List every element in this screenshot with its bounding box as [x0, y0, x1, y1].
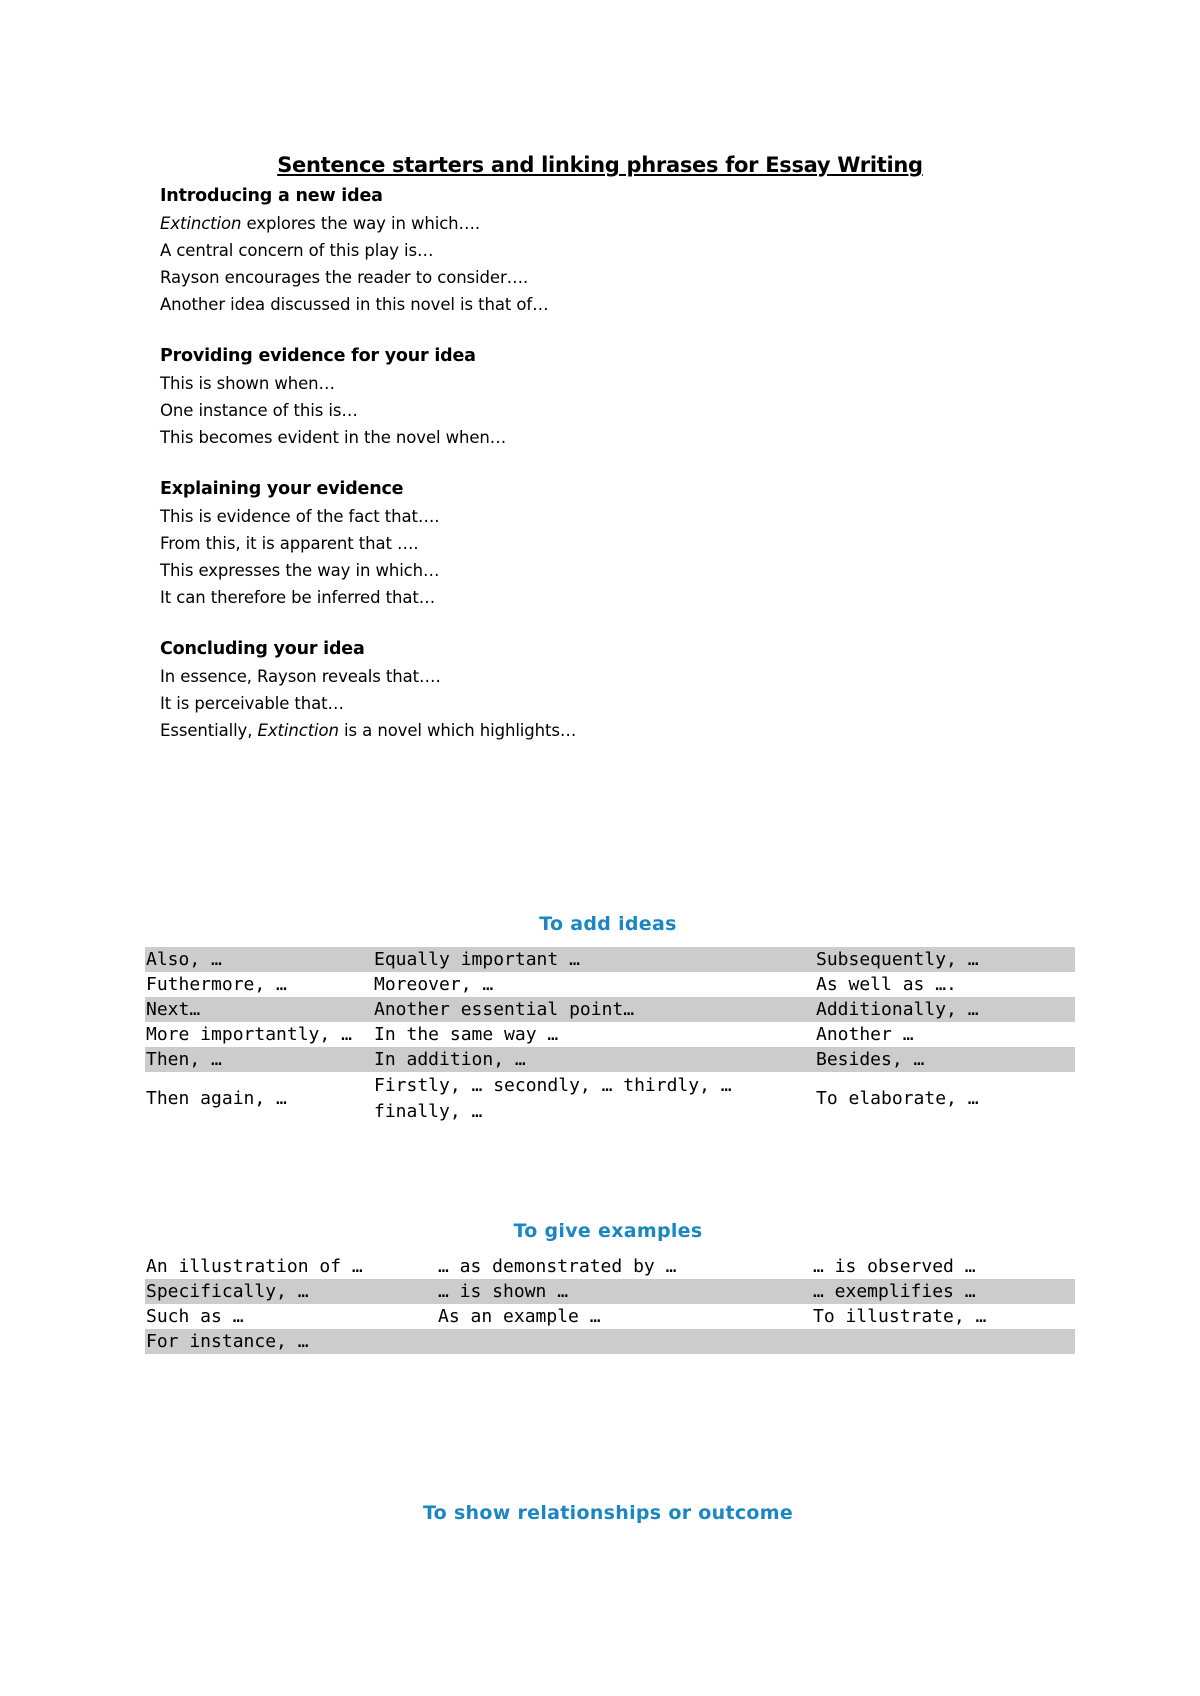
starter-line: This becomes evident in the novel when…: [160, 428, 507, 447]
table-cell: [437, 1329, 812, 1354]
table-cell: In the same way …: [374, 1024, 559, 1045]
table-cell: More importantly, …: [146, 1024, 352, 1045]
table-cell: Another essential point…: [373, 997, 815, 1022]
table-cell: Such as …: [146, 1306, 244, 1327]
table-cell: Subsequently, …: [815, 947, 1075, 972]
table-row: [145, 1047, 1075, 1072]
add-ideas-heading: To add ideas: [539, 913, 677, 935]
table-cell: As well as ….: [816, 974, 957, 995]
table-row: [145, 1329, 1075, 1354]
give-examples-table: [145, 1254, 1075, 1354]
table-cell: … exemplifies …: [812, 1279, 1075, 1304]
sentence-starter-sections: [160, 183, 980, 769]
table-cell: To illustrate, …: [813, 1306, 987, 1327]
relationships-heading: To show relationships or outcome: [422, 1502, 794, 1524]
table-cell: Futhermore, …: [146, 974, 287, 995]
section-concluding: [160, 636, 980, 744]
section-explaining-evidence: [160, 476, 980, 611]
table-cell: Also, …: [145, 947, 373, 972]
table-cell: Another …: [816, 1024, 914, 1045]
starter-line: Essentially, Extinction is a novel which highlights…: [160, 721, 577, 740]
table-cell: For instance, …: [145, 1329, 437, 1354]
table-row: [145, 1072, 1075, 1126]
table-cell: In addition, …: [373, 1047, 815, 1072]
table-row: [145, 972, 1075, 997]
table-cell: Besides, …: [815, 1047, 1075, 1072]
starter-line: A central concern of this play is…: [160, 241, 434, 260]
section-heading: Concluding your idea: [160, 639, 365, 659]
table-cell: An illustration of …: [146, 1256, 363, 1277]
starter-line: It can therefore be inferred that…: [160, 588, 436, 607]
starter-line: Rayson encourages the reader to consider….: [160, 268, 529, 287]
table-row: [145, 1279, 1075, 1304]
section-heading: Providing evidence for your idea: [160, 346, 476, 366]
table-row: [145, 947, 1075, 972]
table-cell: Specifically, …: [145, 1279, 437, 1304]
section-heading: Introducing a new idea: [160, 186, 383, 206]
starter-line: From this, it is apparent that ….: [160, 534, 419, 553]
table-cell: As an example …: [438, 1306, 601, 1327]
table-cell: Then again, …: [146, 1088, 287, 1109]
table-cell: Firstly, … secondly, … thirdly, … finally, …: [374, 1075, 732, 1122]
section-providing-evidence: [160, 343, 980, 451]
table-cell: To elaborate, …: [816, 1088, 979, 1109]
table-cell: [812, 1329, 1075, 1354]
page-title: Sentence starters and linking phrases for Essay Writing: [277, 153, 923, 177]
table-cell: Equally important …: [373, 947, 815, 972]
table-row: [145, 1254, 1075, 1279]
starter-line: It is perceivable that…: [160, 694, 344, 713]
starter-line: Extinction explores the way in which….: [160, 214, 481, 233]
add-ideas-table: [145, 947, 1075, 1126]
section-introducing: [160, 183, 980, 318]
table-row: [145, 1304, 1075, 1329]
give-examples-heading: To give examples: [513, 1220, 703, 1242]
starter-line: One instance of this is…: [160, 401, 358, 420]
table-cell: … is observed …: [813, 1256, 976, 1277]
table-cell: Additionally, …: [815, 997, 1075, 1022]
starter-line: This is evidence of the fact that….: [160, 507, 440, 526]
starter-line: This is shown when…: [160, 374, 335, 393]
table-cell: Moreover, …: [374, 974, 494, 995]
table-cell: Next…: [145, 997, 373, 1022]
table-cell: … is shown …: [437, 1279, 812, 1304]
table-row: [145, 997, 1075, 1022]
starter-line: This expresses the way in which…: [160, 561, 440, 580]
section-heading: Explaining your evidence: [160, 479, 404, 499]
starter-line: In essence, Rayson reveals that….: [160, 667, 441, 686]
table-cell: … as demonstrated by …: [438, 1256, 677, 1277]
table-row: [145, 1022, 1075, 1047]
starter-line: Another idea discussed in this novel is that of…: [160, 295, 549, 314]
table-cell: Then, …: [145, 1047, 373, 1072]
